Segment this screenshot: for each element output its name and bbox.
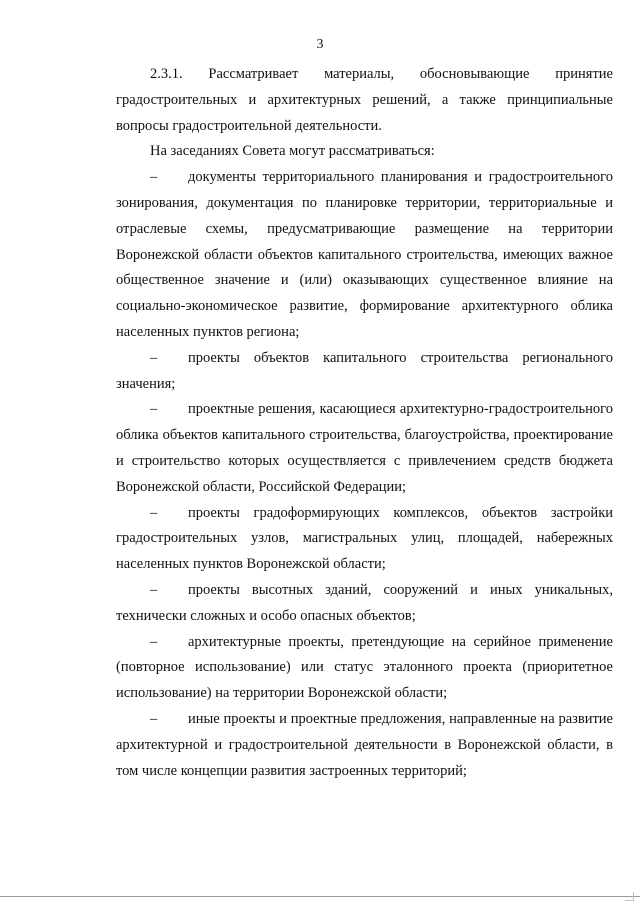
- list-item-text: документы территориального планирования и градостроительного зонирования, документация по планировке территории, территориальные и отраслевые схемы, предусматривающие размещение на территории Воронежской области объектов капитального строительства, имеющих важное общественное значение и (или) оказывающих существенное влияние на социально-экономическое развитие, формирование архитектурного облика населенных пунктов региона;: [116, 169, 613, 340]
- list-item-text: иные проекты и проектные предложения, направленные на развитие архитектурной и градостроительной деятельности в Воронежской области, в том числе концепции развития застроенных территорий;: [116, 710, 613, 779]
- document-body: [116, 62, 613, 784]
- topics-list: [116, 165, 613, 784]
- list-item: [116, 346, 613, 398]
- list-dash: –: [150, 710, 158, 727]
- page-number: 3: [316, 37, 324, 52]
- list-dash: –: [150, 169, 158, 186]
- list-item: [116, 501, 613, 578]
- scan-corner-mark: [625, 892, 634, 901]
- list-item-text: проекты градоформирующих комплексов, объектов застройки градостроительных узлов, магистральных улиц, площадей, набережных населенных пунктов Воронежской области;: [116, 504, 613, 573]
- list-item-text: архитектурные проекты, претендующие на серийное применение (повторное использование) или статус эталонного проекта (приоритетное использование) на территории Воронежской области;: [116, 633, 613, 702]
- paragraph-meetings-intro: На заседаниях Совета могут рассматриваться:: [150, 143, 435, 160]
- list-dash: –: [150, 581, 158, 598]
- list-item-text: проекты объектов капитального строительства регионального значения;: [116, 349, 613, 392]
- list-dash: –: [150, 349, 158, 366]
- page-bottom-rule: [0, 896, 640, 897]
- paragraph-council-scope: 2.3.1. Рассматривает материалы, обосновывающие принятие градостроительных и архитектурных решений, а также принципиальные вопросы градостроительной деятельности.: [116, 66, 613, 134]
- list-dash: –: [150, 504, 158, 521]
- list-item: [116, 165, 613, 346]
- list-item-text: проектные решения, касающиеся архитектурно-градостроительного облика объектов капитального строительства, благоустройства, проектирование и строительство которых осуществляется с привлечением средств бюджета Воронежской области, Российской Федерации;: [116, 401, 613, 495]
- list-item: [116, 397, 613, 500]
- list-dash: –: [150, 401, 158, 418]
- list-item-text: проекты высотных зданий, сооружений и иных уникальных, технически сложных и особо опасных объектов;: [116, 581, 613, 624]
- list-item: [116, 707, 613, 784]
- list-item: [116, 578, 613, 630]
- list-dash: –: [150, 633, 158, 650]
- list-item: [116, 630, 613, 707]
